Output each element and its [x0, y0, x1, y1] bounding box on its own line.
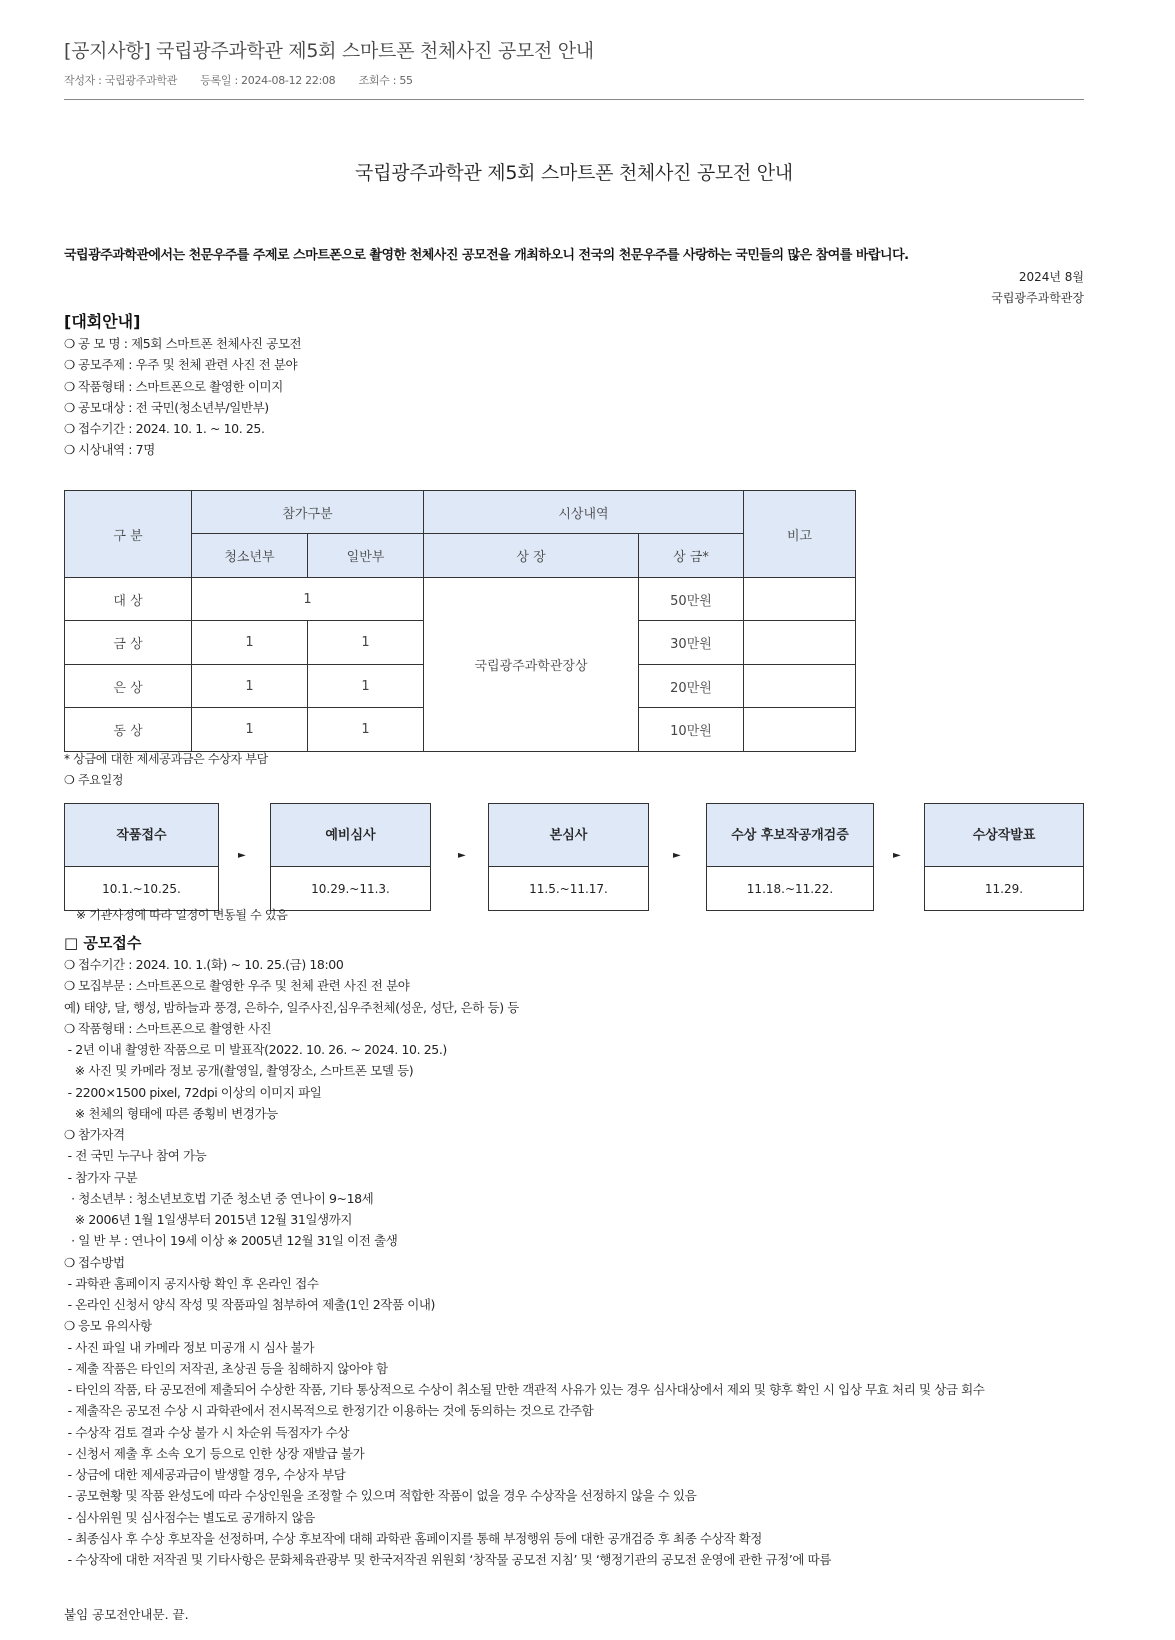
award-name-cell: 국립광주과학관장상 [424, 578, 639, 752]
table-cell: 1 [308, 708, 424, 752]
table-cell [744, 708, 856, 752]
schedule-step-date: 10.1.~10.25. [102, 881, 181, 896]
schedule-note: ※ 기관사정에 따라 일정이 변동될 수 있음 [76, 908, 288, 922]
schedule-step-date: 11.29. [984, 881, 1024, 896]
entry-heading: □ 공모접수 [64, 934, 142, 952]
list-item: ❍ 응모 유의사항 [64, 1318, 152, 1334]
overview-heading: [대회안내] [64, 312, 141, 331]
table-header: 참가구분 [192, 491, 424, 534]
table-cell: 1 [308, 621, 424, 665]
table-header: 상 장 [424, 534, 639, 578]
list-item: ❍ 접수기간 : 2024. 10. 1.(화) ~ 10. 25.(금) 18:00 [64, 957, 344, 972]
entry-list [64, 954, 984, 1570]
list-item: - 공모현황 및 작품 완성도에 따라 수상인원을 조정할 수 있으며 적합한 작품이 없을 경우 수상작을 선정하지 않을 수 있음 [64, 1488, 697, 1504]
list-item: ❍ 접수기간 : 2024. 10. 1. ~ 10. 25. [64, 421, 265, 437]
schedule-step [64, 803, 219, 911]
list-item: 예) 태양, 달, 행성, 밤하늘과 풍경, 은하수, 일주사진,심우주천체(성운, 성단, 은하 등) 등 [64, 999, 519, 1015]
schedule-step-title: 수상작 발표 [925, 804, 1083, 867]
arrow-right-icon: ► [238, 850, 246, 861]
table-cell [744, 665, 856, 708]
list-item: ❍ 공 모 명 : 제5회 스마트폰 천체사진 공모전 [64, 336, 302, 351]
schedule-step [706, 803, 874, 911]
table-header: 상 금* [639, 534, 744, 578]
table-cell: 1 [192, 578, 424, 621]
table-header: 일반부 [308, 534, 424, 578]
table-cell [744, 621, 856, 665]
document-signature: 국립광주과학관장 [991, 291, 1084, 305]
intro-text: 국립광주과학관에서는 천문우주를 주제로 스마트폰으로 촬영한 천체사진 공모전을 개최하오니 전국의 천문우주를 사랑하는 국민들의 많은 참여를 바랍니다. [64, 248, 909, 263]
list-item: ❍ 시상내역 : 7명 [64, 442, 155, 458]
list-item: ❍ 모집부문 : 스마트폰으로 촬영한 우주 및 천체 관련 사진 전 분야 [64, 978, 410, 994]
post-meta [64, 72, 433, 88]
schedule-step-date: 11.18.~11.22. [746, 881, 834, 896]
list-item: ❍ 작품형태 : 스마트폰으로 촬영한 이미지 [64, 378, 283, 394]
list-item: - 제출작은 공모전 수상 시 과학관에서 전시목적으로 한정기간 이용하는 것에 동의하는 것으로 간주함 [64, 1403, 594, 1419]
list-item: - 타인의 작품, 타 공모전에 제출되어 수상한 작품, 기타 통상적으로 수상이 취소될 만한 객관적 사유가 있는 경우 심사대상에서 제외 및 향후 확인 시 입상 무효 처리 및 상금 회수 [64, 1382, 985, 1397]
list-item: ❍ 공모대상 : 전 국민(청소년부/일반부) [64, 399, 269, 415]
list-item: ❍ 참가자격 [64, 1127, 125, 1142]
schedule-label: ❍ 주요일정 [64, 773, 124, 787]
list-item: ❍ 작품형태 : 스마트폰으로 촬영한 사진 [64, 1020, 272, 1036]
schedule-step-title: 본심사 [489, 804, 648, 867]
table-cell: 동 상 [65, 708, 192, 752]
post-date: 등록일 : 2024-08-12 22:08 [200, 74, 336, 87]
schedule-step [270, 803, 431, 911]
table-header: 청소년부 [192, 534, 308, 578]
list-item: - 제출 작품은 타인의 저작권, 초상권 등을 침해하지 않아야 함 [64, 1360, 388, 1376]
table-cell: 금 상 [65, 621, 192, 665]
table-cell: 대 상 [65, 578, 192, 621]
table-cell: 20만원 [639, 665, 744, 708]
header-divider [64, 99, 1084, 100]
table-footnote: * 상금에 대한 제세공과금은 수상자 부담 [64, 752, 268, 766]
list-item: - 2년 이내 촬영한 작품으로 미 발표작(2022. 10. 26. ~ 2024. 10. 25.) [64, 1042, 447, 1057]
overview-list [64, 333, 301, 461]
table-cell: 1 [192, 708, 308, 752]
table-cell: 1 [192, 621, 308, 665]
schedule-step-date: 10.29.~11.3. [311, 881, 390, 896]
table-header: 구 분 [65, 491, 192, 578]
list-item: - 2200×1500 pixel, 72dpi 이상의 이미지 파일 [64, 1084, 322, 1100]
list-item: - 온라인 신청서 양식 작성 및 작품파일 첨부하여 제출(1인 2작품 이내) [64, 1297, 436, 1312]
list-item: - 전 국민 누구나 참여 가능 [64, 1148, 207, 1164]
schedule-step [488, 803, 649, 911]
schedule-step [924, 803, 1084, 911]
list-item: - 수상작에 대한 저작권 및 기타사항은 문화체육관광부 및 한국저작권 위원회 ‘창작물 공모전 지침’ 및 ‘행정기관의 공모전 운영에 관한 규정’에 따름 [64, 1552, 832, 1567]
list-item: - 신청서 제출 후 소속 오기 등으로 인한 상장 재발급 불가 [64, 1445, 365, 1461]
table-cell: 50만원 [639, 578, 744, 621]
schedule-step-date: 11.5.~11.17. [529, 881, 608, 896]
schedule-step-title: 작품접수 [65, 804, 218, 867]
table-cell [744, 578, 856, 621]
table-cell: 1 [192, 665, 308, 708]
list-item: ※ 2006년 1월 1일생부터 2015년 12월 31일생까지 [64, 1212, 353, 1227]
list-item: - 사진 파일 내 카메라 정보 미공개 시 심사 불가 [64, 1339, 314, 1355]
table-cell: 1 [308, 665, 424, 708]
table-cell: 30만원 [639, 621, 744, 665]
list-item: - 심사위원 및 심사점수는 별도로 공개하지 않음 [64, 1509, 315, 1525]
table-header: 비고 [744, 491, 856, 578]
list-item: - 최종심사 후 수상 후보작을 선정하며, 수상 후보작에 대해 과학관 홈페이지를 통해 부정행위 등에 대한 공개검증 후 최종 수상작 확정 [64, 1530, 762, 1546]
arrow-right-icon: ► [458, 850, 466, 861]
table-cell: 은 상 [65, 665, 192, 708]
list-item: ❍ 접수방법 [64, 1254, 125, 1270]
list-item: - 과학관 홈페이지 공지사항 확인 후 온라인 접수 [64, 1275, 319, 1291]
table-cell: 10만원 [639, 708, 744, 752]
post-title: [공지사항] 국립광주과학관 제5회 스마트폰 천체사진 공모전 안내 [64, 40, 594, 62]
awards-table [64, 490, 856, 752]
document-title: 국립광주과학관 제5회 스마트폰 천체사진 공모전 안내 [355, 162, 793, 184]
list-item: · 청소년부 : 청소년보호법 기준 청소년 중 연나이 9~18세 [64, 1190, 374, 1206]
list-item: ※ 천체의 형태에 따른 종횡비 변경가능 [64, 1105, 278, 1121]
footer-text: 붙임 공모전안내문. 끝. [64, 1607, 189, 1622]
list-item: - 상금에 대한 제세공과금이 발생할 경우, 수상자 부담 [64, 1467, 346, 1482]
list-item: ❍ 공모주제 : 우주 및 천체 관련 사진 전 분야 [64, 357, 298, 373]
document-date: 2024년 8월 [1018, 270, 1084, 284]
list-item: ※ 사진 및 카메라 정보 공개(촬영일, 촬영장소, 스마트폰 모델 등) [64, 1063, 414, 1079]
arrow-right-icon: ► [673, 850, 681, 861]
list-item: · 일 반 부 : 연나이 19세 이상 ※ 2005년 12월 31일 이전 출생 [64, 1233, 398, 1249]
table-row [65, 578, 856, 621]
list-item: - 참가자 구분 [64, 1169, 138, 1185]
list-item: - 수상작 검토 결과 수상 불가 시 차순위 득점자가 수상 [64, 1424, 350, 1440]
post-author: 작성자 : 국립광주과학관 [64, 74, 178, 87]
arrow-right-icon: ► [893, 850, 901, 861]
post-views: 조회수 : 55 [358, 74, 413, 87]
schedule-step-title: 예비심사 [271, 804, 430, 867]
table-header: 시상내역 [424, 491, 744, 534]
schedule-step-title: 수상 후보작 공개검증 [707, 804, 873, 867]
